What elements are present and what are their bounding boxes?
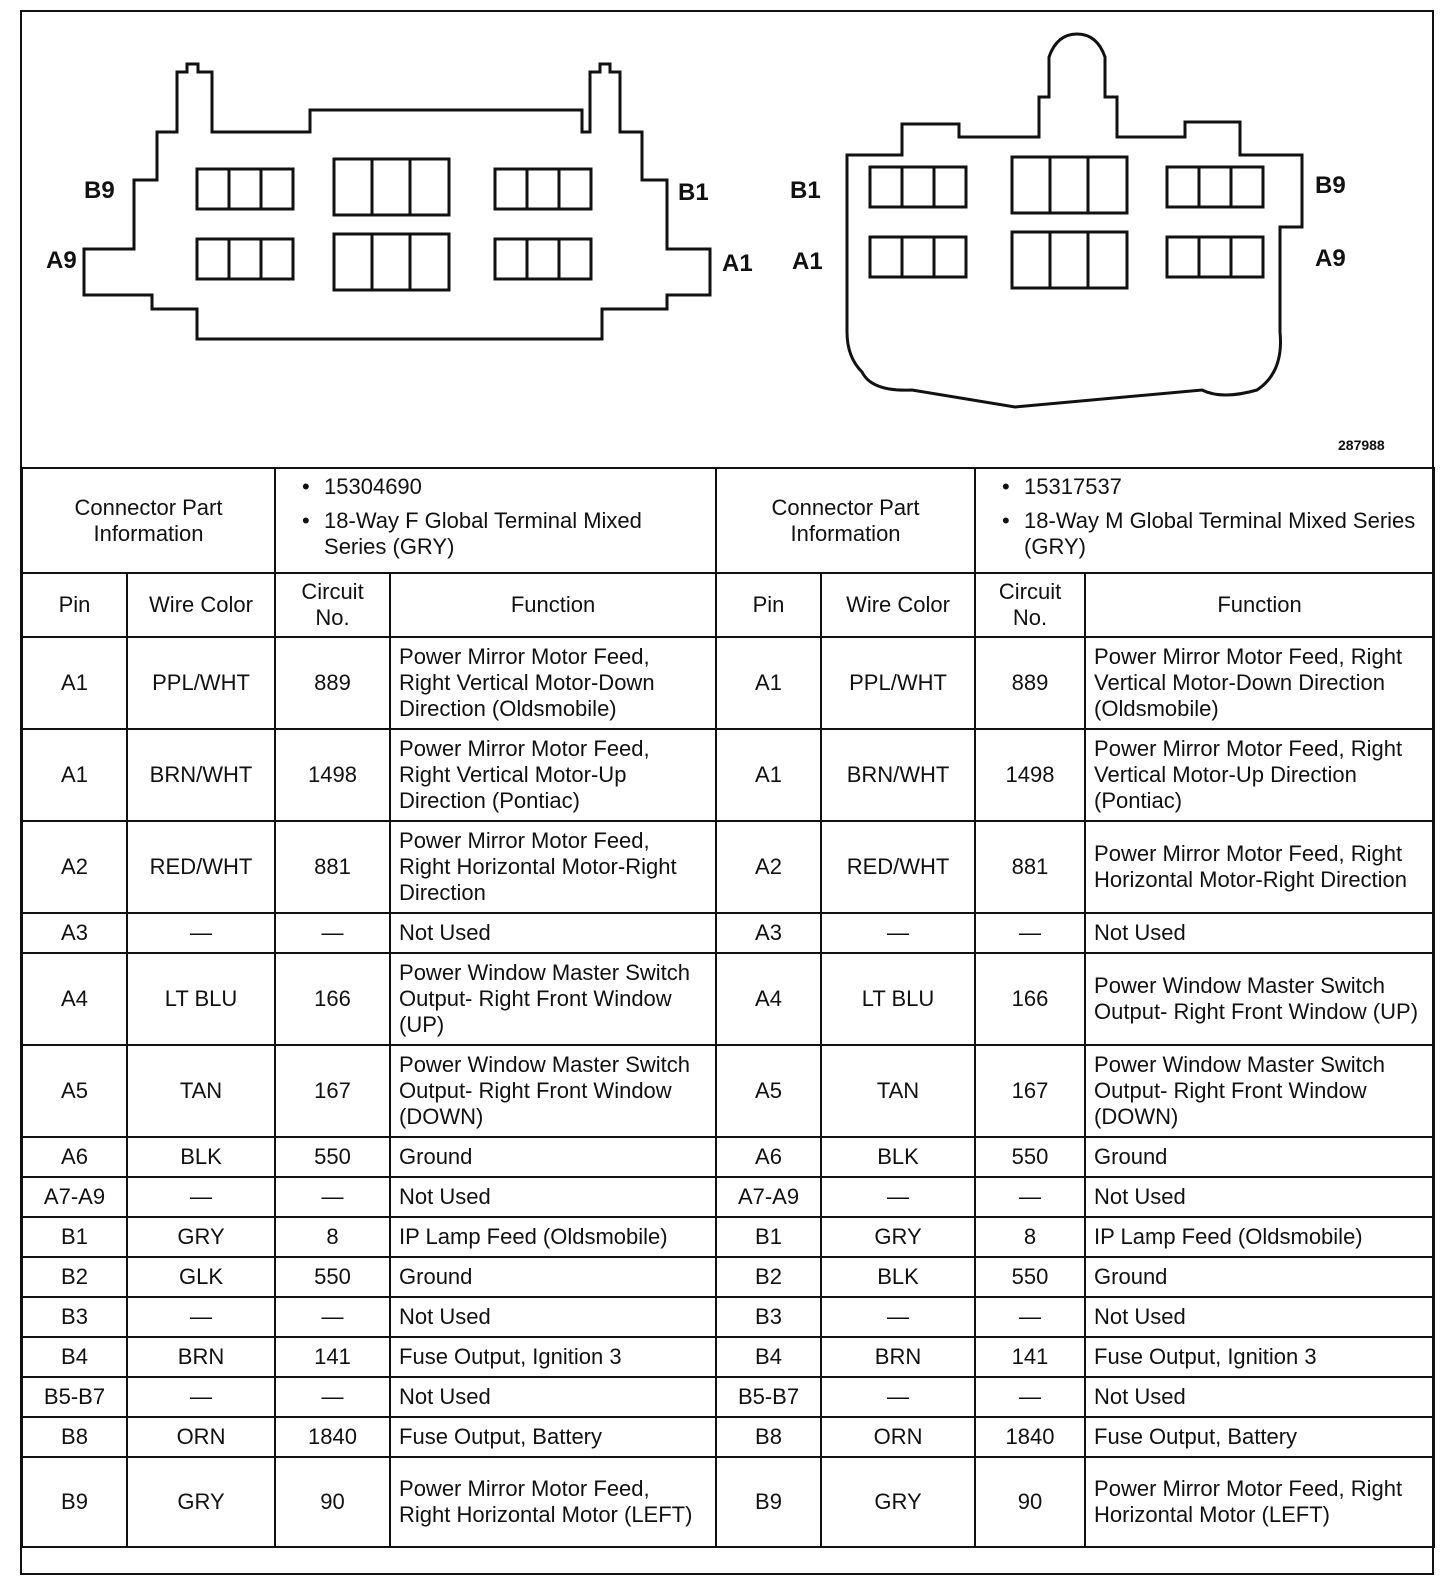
left-wire-color-cell: LT BLU xyxy=(127,953,275,1045)
left-pin-cell: B9 xyxy=(22,1457,127,1547)
left-pin-cell: A5 xyxy=(22,1045,127,1137)
right-function-cell: Not Used xyxy=(1085,913,1434,953)
right-part-description: • 18-Way M Global Terminal Mixed Series (GRY) xyxy=(1002,508,1425,560)
left-wire-color-cell: BRN/WHT xyxy=(127,729,275,821)
left-wire-color-cell: — xyxy=(127,1297,275,1337)
right-pin-cell: A5 xyxy=(716,1045,821,1137)
left-circuit-cell: 550 xyxy=(275,1137,390,1177)
right-label-a9: A9 xyxy=(1315,245,1346,272)
right-wire-color-cell: GRY xyxy=(821,1217,975,1257)
left-function-cell: IP Lamp Feed (Oldsmobile) xyxy=(390,1217,716,1257)
table-row xyxy=(22,1337,1434,1377)
table-row xyxy=(22,953,1434,1045)
right-circuit-cell: 889 xyxy=(975,637,1085,729)
header-function: Function xyxy=(390,573,716,637)
left-wire-color-cell: BRN xyxy=(127,1337,275,1377)
left-wire-color-cell: GRY xyxy=(127,1217,275,1257)
table-row xyxy=(22,1217,1434,1257)
left-function-cell: Power Mirror Motor Feed, Right Horizontal Motor (LEFT) xyxy=(390,1457,716,1547)
left-wire-color-cell: TAN xyxy=(127,1045,275,1137)
table-row xyxy=(22,637,1434,729)
table-row xyxy=(22,1457,1434,1547)
right-pin-cell: B9 xyxy=(716,1457,821,1547)
left-pin-cell: A3 xyxy=(22,913,127,953)
right-wire-color-cell: RED/WHT xyxy=(821,821,975,913)
left-wire-color-cell: GLK xyxy=(127,1257,275,1297)
pinout-table xyxy=(21,467,1435,1548)
left-wire-color-cell: ORN xyxy=(127,1417,275,1457)
header-wire-color: Wire Color xyxy=(821,573,975,637)
left-connector-cavities xyxy=(197,159,591,290)
table-row xyxy=(22,913,1434,953)
right-circuit-cell: 550 xyxy=(975,1137,1085,1177)
right-function-cell: Not Used xyxy=(1085,1377,1434,1417)
table-row xyxy=(22,1177,1434,1217)
right-label-b9: B9 xyxy=(1315,172,1346,199)
right-function-cell: Power Mirror Motor Feed, Right Vertical Motor-Up Direction (Pontiac) xyxy=(1085,729,1434,821)
right-circuit-cell: 1840 xyxy=(975,1417,1085,1457)
header-wire-color: Wire Color xyxy=(127,573,275,637)
right-wire-color-cell: BLK xyxy=(821,1137,975,1177)
left-circuit-cell: — xyxy=(275,1297,390,1337)
right-pin-cell: B1 xyxy=(716,1217,821,1257)
right-pin-cell: A6 xyxy=(716,1137,821,1177)
right-pin-cell: B5-B7 xyxy=(716,1377,821,1417)
header-pin: Pin xyxy=(22,573,127,637)
left-circuit-cell: 1498 xyxy=(275,729,390,821)
right-pin-cell: A2 xyxy=(716,821,821,913)
right-pin-cell: A3 xyxy=(716,913,821,953)
right-wire-color-cell: LT BLU xyxy=(821,953,975,1045)
left-circuit-cell: 889 xyxy=(275,637,390,729)
left-circuit-cell: — xyxy=(275,1177,390,1217)
header-circuit: Circuit No. xyxy=(275,573,390,637)
connector-info-row xyxy=(22,468,1434,573)
right-circuit-cell: 550 xyxy=(975,1257,1085,1297)
right-wire-color-cell: PPL/WHT xyxy=(821,637,975,729)
left-pin-cell: B1 xyxy=(22,1217,127,1257)
right-wire-color-cell: TAN xyxy=(821,1045,975,1137)
left-pin-cell: A1 xyxy=(22,729,127,821)
header-pin: Pin xyxy=(716,573,821,637)
left-function-cell: Fuse Output, Ignition 3 xyxy=(390,1337,716,1377)
left-function-cell: Ground xyxy=(390,1137,716,1177)
right-connector-outline xyxy=(847,34,1302,407)
left-circuit-cell: 550 xyxy=(275,1257,390,1297)
table-row xyxy=(22,821,1434,913)
left-function-cell: Not Used xyxy=(390,1177,716,1217)
left-function-cell: Power Mirror Motor Feed, Right Vertical Motor-Down Direction (Oldsmobile) xyxy=(390,637,716,729)
left-label-b9: B9 xyxy=(84,177,115,204)
left-info-details xyxy=(275,468,716,573)
left-label-a9: A9 xyxy=(46,247,77,274)
right-function-cell: Fuse Output, Ignition 3 xyxy=(1085,1337,1434,1377)
right-pin-cell: B4 xyxy=(716,1337,821,1377)
left-circuit-cell: 881 xyxy=(275,821,390,913)
right-circuit-cell: 881 xyxy=(975,821,1085,913)
right-function-cell: Power Mirror Motor Feed, Right Horizontal Motor (LEFT) xyxy=(1085,1457,1434,1547)
right-pin-cell: B8 xyxy=(716,1417,821,1457)
header-function: Function xyxy=(1085,573,1434,637)
right-function-cell: Power Mirror Motor Feed, Right Vertical Motor-Down Direction (Oldsmobile) xyxy=(1085,637,1434,729)
right-pin-cell: A1 xyxy=(716,637,821,729)
right-circuit-cell: 141 xyxy=(975,1337,1085,1377)
left-function-cell: Power Window Master Switch Output- Right Front Window (DOWN) xyxy=(390,1045,716,1137)
right-wire-color-cell: BRN xyxy=(821,1337,975,1377)
right-circuit-cell: — xyxy=(975,1377,1085,1417)
left-info-label: Connector Part Information xyxy=(22,468,275,573)
table-row xyxy=(22,1377,1434,1417)
right-pin-cell: B3 xyxy=(716,1297,821,1337)
left-function-cell: Fuse Output, Battery xyxy=(390,1417,716,1457)
right-connector-cavities xyxy=(870,157,1263,288)
left-pin-cell: A4 xyxy=(22,953,127,1045)
right-function-cell: Fuse Output, Battery xyxy=(1085,1417,1434,1457)
right-wire-color-cell: GRY xyxy=(821,1457,975,1547)
left-pin-cell: A7-A9 xyxy=(22,1177,127,1217)
left-pin-cell: A6 xyxy=(22,1137,127,1177)
right-function-cell: Power Mirror Motor Feed, Right Horizontal Motor-Right Direction xyxy=(1085,821,1434,913)
table-row xyxy=(22,729,1434,821)
right-wire-color-cell: — xyxy=(821,913,975,953)
right-info-details xyxy=(975,468,1434,573)
connector-diagram xyxy=(22,12,1432,468)
left-circuit-cell: 8 xyxy=(275,1217,390,1257)
right-pin-cell: A1 xyxy=(716,729,821,821)
right-function-cell: Power Window Master Switch Output- Right Front Window (UP) xyxy=(1085,953,1434,1045)
right-function-cell: Power Window Master Switch Output- Right Front Window (DOWN) xyxy=(1085,1045,1434,1137)
right-circuit-cell: — xyxy=(975,913,1085,953)
right-wire-color-cell: — xyxy=(821,1297,975,1337)
left-pin-cell: B4 xyxy=(22,1337,127,1377)
left-wire-color-cell: BLK xyxy=(127,1137,275,1177)
right-pin-cell: A7-A9 xyxy=(716,1177,821,1217)
left-circuit-cell: 141 xyxy=(275,1337,390,1377)
right-label-b1: B1 xyxy=(790,177,821,204)
right-function-cell: Not Used xyxy=(1085,1177,1434,1217)
left-wire-color-cell: GRY xyxy=(127,1457,275,1547)
right-label-a1: A1 xyxy=(792,248,823,275)
left-function-cell: Power Mirror Motor Feed, Right Vertical Motor-Up Direction (Pontiac) xyxy=(390,729,716,821)
right-circuit-cell: 90 xyxy=(975,1457,1085,1547)
left-circuit-cell: — xyxy=(275,1377,390,1417)
right-wire-color-cell: — xyxy=(821,1177,975,1217)
table-row xyxy=(22,1297,1434,1337)
left-label-b1: B1 xyxy=(678,179,709,206)
left-circuit-cell: 166 xyxy=(275,953,390,1045)
right-pin-cell: B2 xyxy=(716,1257,821,1297)
right-part-number: • 15317537 xyxy=(1002,474,1425,500)
table-row xyxy=(22,1417,1434,1457)
right-wire-color-cell: ORN xyxy=(821,1417,975,1457)
table-row xyxy=(22,1045,1434,1137)
right-wire-color-cell: — xyxy=(821,1377,975,1417)
right-circuit-cell: 8 xyxy=(975,1217,1085,1257)
left-function-cell: Power Mirror Motor Feed, Right Horizontal Motor-Right Direction xyxy=(390,821,716,913)
table-row xyxy=(22,1257,1434,1297)
right-circuit-cell: — xyxy=(975,1297,1085,1337)
left-function-cell: Ground xyxy=(390,1257,716,1297)
right-circuit-cell: 166 xyxy=(975,953,1085,1045)
left-circuit-cell: 167 xyxy=(275,1045,390,1137)
left-wire-color-cell: RED/WHT xyxy=(127,821,275,913)
header-circuit: Circuit No. xyxy=(975,573,1085,637)
right-wire-color-cell: BRN/WHT xyxy=(821,729,975,821)
table-row xyxy=(22,1137,1434,1177)
left-label-a1: A1 xyxy=(722,250,753,277)
right-pin-cell: A4 xyxy=(716,953,821,1045)
left-part-description: • 18-Way F Global Terminal Mixed Series (GRY) xyxy=(302,508,707,560)
column-header-row xyxy=(22,573,1434,637)
left-circuit-cell: 1840 xyxy=(275,1417,390,1457)
left-wire-color-cell: — xyxy=(127,1377,275,1417)
left-pin-cell: B2 xyxy=(22,1257,127,1297)
right-function-cell: Ground xyxy=(1085,1257,1434,1297)
left-pin-cell: A2 xyxy=(22,821,127,913)
right-circuit-cell: 1498 xyxy=(975,729,1085,821)
left-pin-cell: B5-B7 xyxy=(22,1377,127,1417)
left-pin-cell: A1 xyxy=(22,637,127,729)
figure-id: 287988 xyxy=(1338,437,1385,453)
left-part-number: • 15304690 xyxy=(302,474,707,500)
left-connector-outline xyxy=(84,64,710,339)
left-function-cell: Not Used xyxy=(390,913,716,953)
right-function-cell: IP Lamp Feed (Oldsmobile) xyxy=(1085,1217,1434,1257)
left-function-cell: Not Used xyxy=(390,1297,716,1337)
left-pin-cell: B8 xyxy=(22,1417,127,1457)
right-wire-color-cell: BLK xyxy=(821,1257,975,1297)
left-function-cell: Power Window Master Switch Output- Right Front Window (UP) xyxy=(390,953,716,1045)
left-function-cell: Not Used xyxy=(390,1377,716,1417)
left-circuit-cell: — xyxy=(275,913,390,953)
right-circuit-cell: — xyxy=(975,1177,1085,1217)
left-pin-cell: B3 xyxy=(22,1297,127,1337)
left-circuit-cell: 90 xyxy=(275,1457,390,1547)
right-function-cell: Ground xyxy=(1085,1137,1434,1177)
left-wire-color-cell: — xyxy=(127,913,275,953)
left-wire-color-cell: PPL/WHT xyxy=(127,637,275,729)
right-info-label: Connector Part Information xyxy=(716,468,975,573)
left-wire-color-cell: — xyxy=(127,1177,275,1217)
right-circuit-cell: 167 xyxy=(975,1045,1085,1137)
right-function-cell: Not Used xyxy=(1085,1297,1434,1337)
